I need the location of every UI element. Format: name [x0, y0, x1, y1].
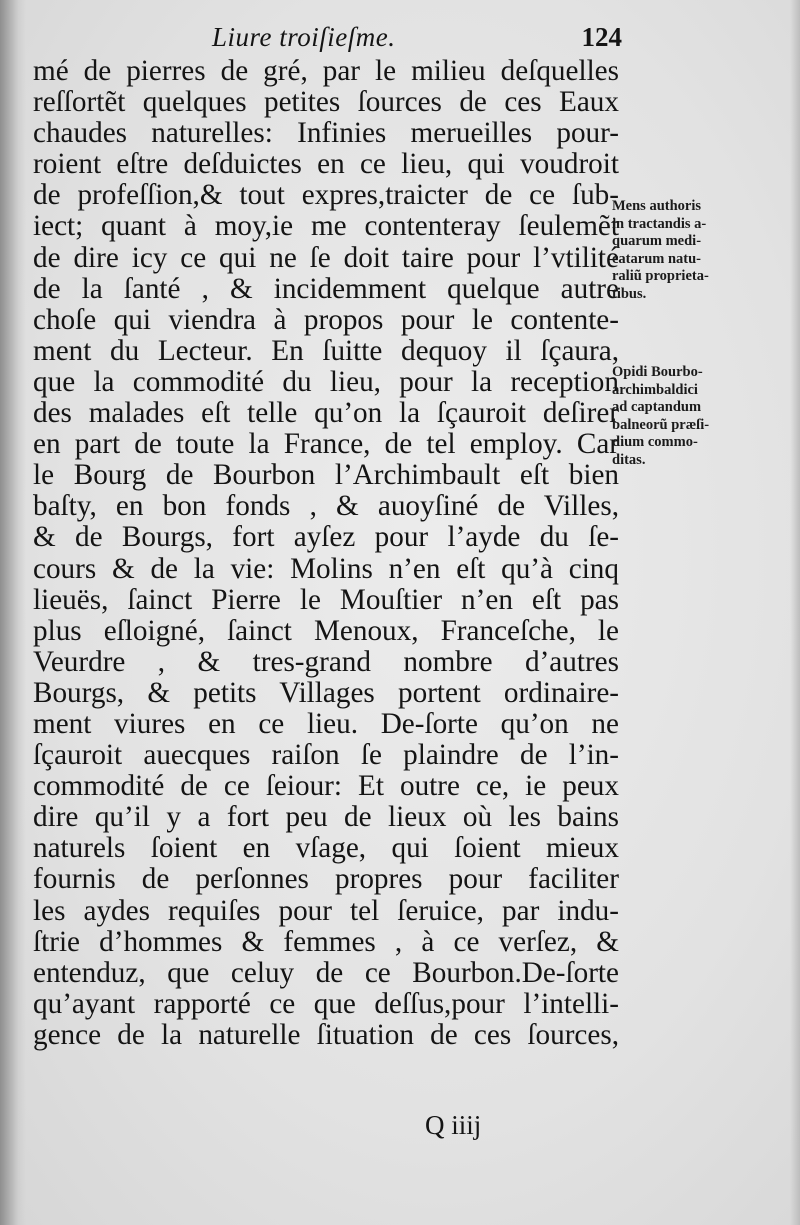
margin-note-line: in tractandis a-	[612, 215, 707, 232]
text-line: Veurdre , & tres-grand nombre d’autres	[33, 645, 619, 678]
margin-note-line: dium commo-	[612, 434, 698, 450]
text-line: fournis de perſonnes propres pour faciliter	[33, 863, 619, 896]
text-line: dire qu’il y a fort peu de lieux où les bains	[33, 801, 619, 834]
text-line: chaudes naturelles: Infinies merueilles pour-	[33, 117, 619, 150]
text-line: plus eſloigné, ſainct Menoux, Franceſche, le	[33, 614, 619, 647]
running-head	[212, 22, 622, 56]
text-line: commodité de ce ſeiour: Et outre ce, ie peux	[33, 770, 619, 803]
text-line: entenduz, que celuy de ce Bourbon.De-ſorte	[33, 956, 619, 989]
text-line: ment viures en ce lieu. De-ſorte qu’on ne	[33, 707, 619, 740]
text-line: mé de pierres de gré, par le milieu deſquelles	[33, 55, 619, 87]
text-line: des malades eſt telle qu’on la ſçauroit deſirer	[33, 397, 619, 430]
margin-note-line: ad captandum	[612, 399, 702, 415]
margin-note-line: quarum medi-	[612, 233, 702, 249]
text-line: cours & de la vie: Molins n’en eſt qu’à cinq	[33, 552, 619, 585]
margin-note-line: ditas.	[612, 451, 646, 468]
text-line: en part de toute la France, de tel employ. Car	[33, 428, 619, 461]
text-line: de la ſanté , & incidemment quelque autre	[33, 272, 619, 305]
text-line: ment du Lecteur. En ſuitte dequoy il ſçaura,	[33, 334, 619, 367]
margin-note-line: Mens authoris	[612, 198, 702, 214]
text-line: le Bourg de Bourbon l’Archimbault eſt bien	[33, 459, 619, 492]
text-line: naturels ſoient en vſage, qui ſoient mieux	[33, 832, 619, 865]
text-line: choſe qui viendra à propos pour le contente-	[33, 303, 619, 336]
margin-note-line: balneorũ præſi-	[612, 416, 710, 433]
margin-note-line: raliũ proprieta-	[612, 268, 709, 284]
text-line: que la commodité du lieu, pour la reception	[33, 365, 619, 398]
margin-note-line: archimbaldici	[612, 381, 698, 398]
text-line: Bourgs, & petits Villages portent ordinaire-	[33, 676, 619, 709]
text-line: baſty, en bon fonds , & auoyſiné de Villes,	[33, 490, 619, 523]
text-line: les aydes requiſes pour tel ſeruice, par indu-	[33, 894, 619, 927]
binding-shadow	[0, 0, 26, 1225]
text-line: ſçauroit auecques raiſon ſe plaindre de l’in-	[33, 739, 619, 772]
text-line: lieuës, ſainct Pierre le Mouſtier n’en eſt pas	[33, 583, 619, 616]
page-edge-shadow	[790, 0, 800, 1225]
margin-note-town-commodities	[612, 364, 792, 469]
text-line: qu’ayant rapporté ce que deſſus,pour l’intelli-	[33, 987, 619, 1020]
page-number: 124	[581, 22, 622, 52]
margin-note-line: Opidi Bourbo-	[612, 364, 703, 380]
text-line: ſtrie d’hommes & femmes , à ce verſez, &	[33, 925, 619, 958]
text-line: reſſortẽt quelques petites ſources de ces Eaux	[33, 86, 619, 119]
text-line: roient eſtre deſduictes en ce lieu, qui voudroit	[33, 148, 619, 181]
margin-note-line: catarum natu-	[612, 250, 702, 267]
text-line: gence de la naturelle ſituation de ces ſources,	[33, 1018, 619, 1051]
running-title: Liure troiſieſme.	[212, 22, 396, 52]
text-line: & de Bourgs, fort ayſez pour l’ayde du ſe-	[33, 521, 619, 554]
text-line: iect; quant à moy,ie me contenteray ſeulemẽt	[33, 210, 619, 243]
signature-mark: Q iiij	[425, 1110, 482, 1140]
margin-note-authors-intent	[612, 198, 792, 303]
text-line: de dire icy ce qui ne ſe doit taire pour l’vtilité	[33, 241, 619, 274]
margin-note-line: tibus.	[612, 285, 647, 302]
text-line: de profeſſion,& tout expres,traicter de ce ſub-	[33, 179, 619, 212]
body-text	[33, 56, 619, 1051]
